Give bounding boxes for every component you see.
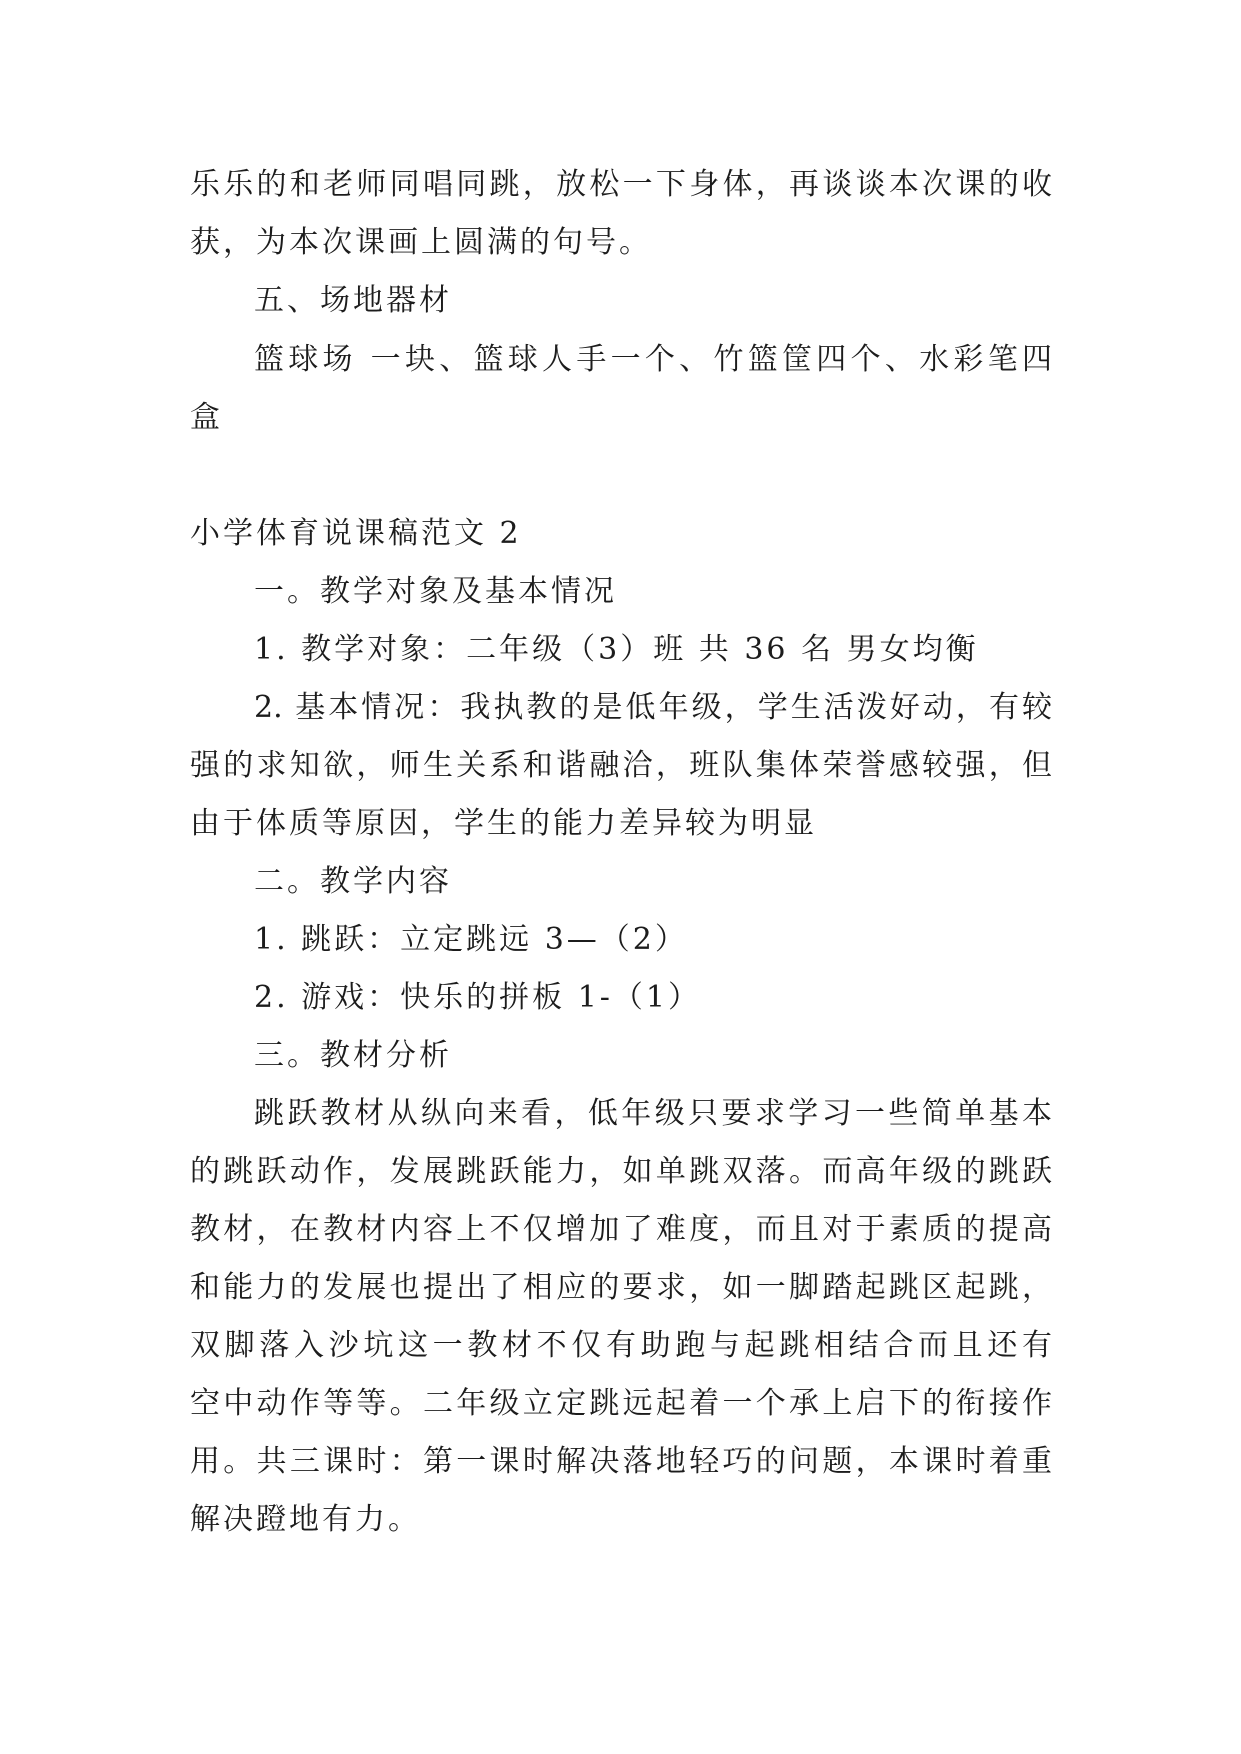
list-item: 2. 游戏：快乐的拼板 1-（1） — [254, 980, 702, 1015]
section-heading: 一。教学对象及基本情况 — [254, 574, 617, 609]
text-line: 乐乐的和老师同唱同跳，放松一下身体，再谈谈本次课的收 — [190, 167, 1052, 202]
text-line: 的跳跃动作，发展跳跃能力，如单跳双落。而高年级的跳跃 — [190, 1154, 1052, 1189]
text-line: 跳跃教材从纵向来看，低年级只要求学习一些简单基本 — [254, 1096, 1052, 1131]
text-line: 双脚落入沙坑这一教材不仅有助跑与起跳相结合而且还有 — [190, 1328, 1052, 1363]
text-line: 强的求知欲，师生关系和谐融洽，班队集体荣誉感较强，但 — [190, 748, 1052, 783]
text-line: 教材，在教材内容上不仅增加了难度，而且对于素质的提高 — [190, 1212, 1052, 1247]
text-line: 和能力的发展也提出了相应的要求，如一脚踏起跳区起跳， — [190, 1270, 1052, 1305]
text-line: 盒 — [190, 400, 223, 435]
text-line: 获，为本次课画上圆满的句号。 — [190, 225, 652, 260]
document-title: 小学体育说课稿范文 2 — [190, 516, 522, 551]
text-line: 篮球场 一块、篮球人手一个、竹篮筐四个、水彩笔四 — [254, 342, 1052, 377]
text-line: 解决蹬地有力。 — [190, 1502, 421, 1537]
section-heading: 五、场地器材 — [254, 283, 452, 318]
section-heading: 二。教学内容 — [254, 864, 452, 899]
section-heading: 三。教材分析 — [254, 1038, 452, 1073]
list-item: 1. 教学对象：二年级（3）班 共 36 名 男女均衡 — [254, 632, 979, 667]
text-line: 由于体质等原因，学生的能力差异较为明显 — [190, 806, 817, 841]
list-item: 2. 基本情况：我执教的是低年级，学生活泼好动，有较 — [254, 690, 1052, 725]
text-line: 用。共三课时：第一课时解决落地轻巧的问题，本课时着重 — [190, 1444, 1052, 1479]
list-item: 1. 跳跃：立定跳远 3—（2） — [254, 922, 688, 957]
text-line: 空中动作等等。二年级立定跳远起着一个承上启下的衔接作 — [190, 1386, 1052, 1421]
